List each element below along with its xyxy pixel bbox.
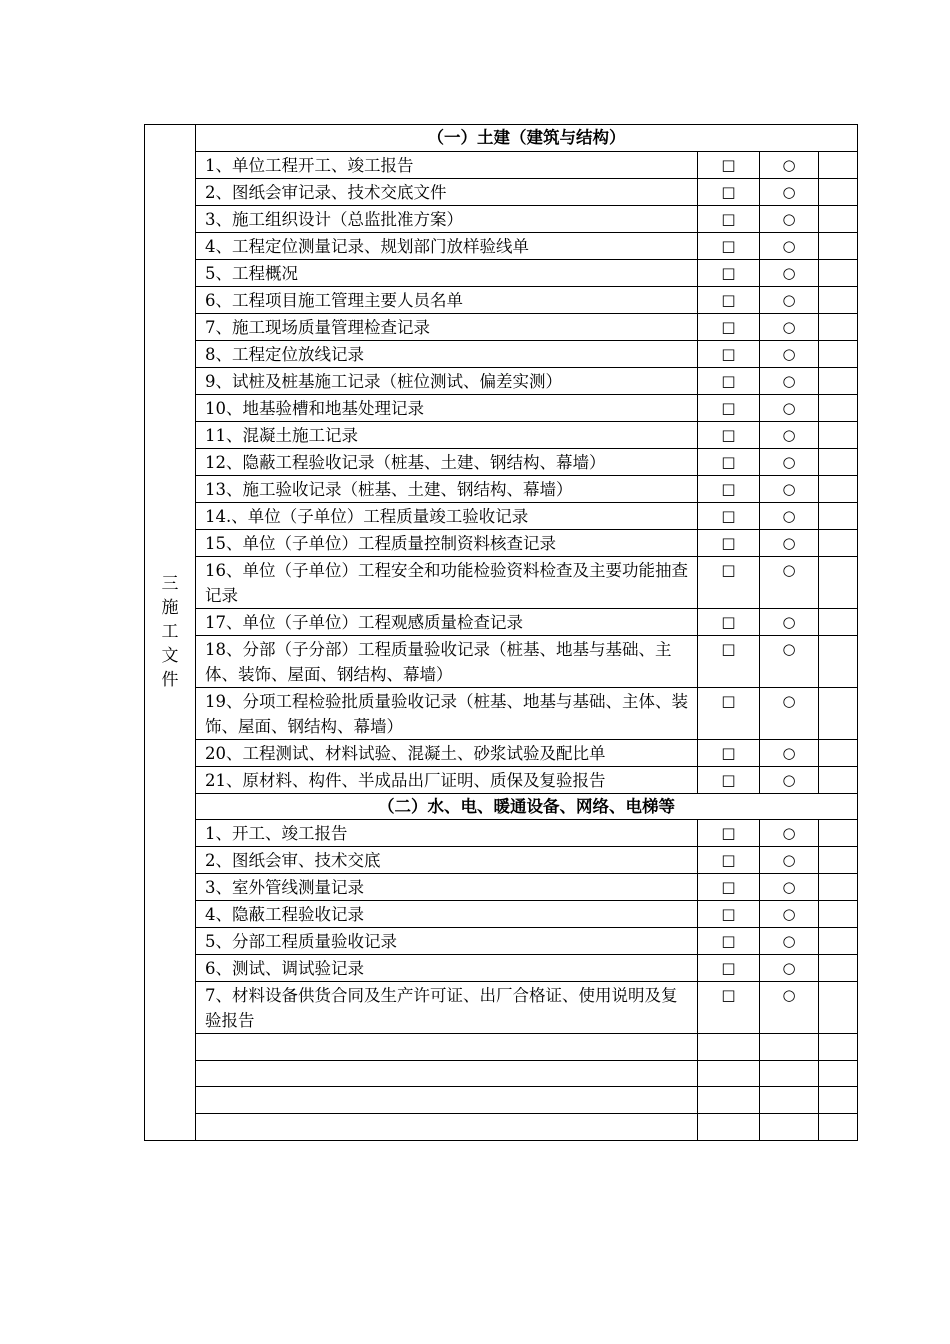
item-text: 21、原材料、构件、半成品出厂证明、质保及复验报告 [196, 766, 698, 793]
item-text: 3、室外管线测量记录 [196, 874, 698, 901]
checkbox-mark[interactable]: □ [698, 448, 760, 475]
empty-cell [819, 286, 858, 313]
checklist-row [145, 313, 858, 340]
circle-mark[interactable]: ○ [760, 286, 819, 313]
section-title: （一）土建（建筑与结构） [196, 125, 858, 152]
checkbox-mark[interactable]: □ [698, 340, 760, 367]
item-text: 2、图纸会审记录、技术交底文件 [196, 178, 698, 205]
checkbox-mark[interactable]: □ [698, 394, 760, 421]
circle-mark[interactable]: ○ [760, 687, 819, 739]
item-text: 14.、单位（子单位）工程质量竣工验收记录 [196, 502, 698, 529]
circle-mark[interactable]: ○ [760, 394, 819, 421]
item-text: 1、单位工程开工、竣工报告 [196, 151, 698, 178]
item-text [196, 1113, 698, 1140]
item-text: 7、材料设备供货合同及生产许可证、出厂合格证、使用说明及复验报告 [196, 982, 698, 1034]
checkbox-mark[interactable]: □ [698, 847, 760, 874]
empty-cell [819, 475, 858, 502]
checklist-row [145, 766, 858, 793]
empty-cell [819, 608, 858, 635]
circle-mark[interactable]: ○ [760, 421, 819, 448]
empty-cell [819, 313, 858, 340]
circle-mark[interactable]: ○ [760, 502, 819, 529]
item-text: 4、工程定位测量记录、规划部门放样验线单 [196, 232, 698, 259]
empty-cell [819, 687, 858, 739]
checklist-row [145, 448, 858, 475]
circle-mark[interactable]: ○ [760, 928, 819, 955]
empty-cell [819, 739, 858, 766]
checklist-row [145, 367, 858, 394]
empty-cell [819, 928, 858, 955]
checkbox-mark[interactable] [698, 1087, 760, 1114]
circle-mark[interactable]: ○ [760, 739, 819, 766]
blank-row [145, 1087, 858, 1114]
circle-mark[interactable]: ○ [760, 151, 819, 178]
blank-row [145, 1034, 858, 1061]
item-text: 12、隐蔽工程验收记录（桩基、土建、钢结构、幕墙） [196, 448, 698, 475]
checklist-row [145, 928, 858, 955]
empty-cell [819, 556, 858, 608]
empty-cell [819, 259, 858, 286]
item-text: 15、单位（子单位）工程质量控制资料核查记录 [196, 529, 698, 556]
item-text: 10、地基验槽和地基处理记录 [196, 394, 698, 421]
checklist-row [145, 820, 858, 847]
empty-cell [819, 367, 858, 394]
empty-cell [819, 1034, 858, 1061]
circle-mark[interactable]: ○ [760, 205, 819, 232]
item-text: 7、施工现场质量管理检查记录 [196, 313, 698, 340]
checkbox-mark[interactable]: □ [698, 529, 760, 556]
empty-cell [819, 820, 858, 847]
blank-row [145, 1113, 858, 1140]
checkbox-mark[interactable]: □ [698, 205, 760, 232]
circle-mark[interactable]: ○ [760, 982, 819, 1034]
checklist-row [145, 178, 858, 205]
empty-cell [819, 421, 858, 448]
item-text: 2、图纸会审、技术交底 [196, 847, 698, 874]
checklist-row [145, 529, 858, 556]
circle-mark[interactable]: ○ [760, 178, 819, 205]
item-text: 13、施工验收记录（桩基、土建、钢结构、幕墙） [196, 475, 698, 502]
checklist-row [145, 874, 858, 901]
checkbox-mark[interactable]: □ [698, 259, 760, 286]
item-text: 17、单位（子单位）工程观感质量检查记录 [196, 608, 698, 635]
circle-mark[interactable]: ○ [760, 259, 819, 286]
empty-cell [819, 151, 858, 178]
item-text: 4、隐蔽工程验收记录 [196, 901, 698, 928]
checkbox-mark[interactable]: □ [698, 635, 760, 687]
checkbox-mark[interactable] [698, 1034, 760, 1061]
checklist-row [145, 635, 858, 687]
item-text: 19、分项工程检验批质量验收记录（桩基、地基与基础、主体、装饰、屋面、钢结构、幕墙） [196, 687, 698, 739]
checklist-row [145, 901, 858, 928]
circle-mark[interactable]: ○ [760, 901, 819, 928]
checkbox-mark[interactable] [698, 1060, 760, 1087]
circle-mark[interactable]: ○ [760, 635, 819, 687]
checkbox-mark[interactable]: □ [698, 556, 760, 608]
circle-mark[interactable]: ○ [760, 766, 819, 793]
circle-mark[interactable]: ○ [760, 448, 819, 475]
checklist-row [145, 847, 858, 874]
checklist-row [145, 982, 858, 1034]
item-text: 18、分部（子分部）工程质量验收记录（桩基、地基与基础、主体、装饰、屋面、钢结构、幕墙） [196, 635, 698, 687]
checklist-row [145, 955, 858, 982]
circle-mark[interactable]: ○ [760, 874, 819, 901]
checklist-row [145, 232, 858, 259]
item-text: 20、工程测试、材料试验、混凝土、砂浆试验及配比单 [196, 739, 698, 766]
checklist-row [145, 739, 858, 766]
item-text: 5、分部工程质量验收记录 [196, 928, 698, 955]
table-body [145, 125, 858, 1141]
empty-cell [819, 901, 858, 928]
item-text: 5、工程概况 [196, 259, 698, 286]
checklist-row [145, 556, 858, 608]
checkbox-mark[interactable]: □ [698, 286, 760, 313]
checkbox-mark[interactable]: □ [698, 982, 760, 1034]
checkbox-mark[interactable]: □ [698, 608, 760, 635]
item-text: 3、施工组织设计（总监批准方案） [196, 205, 698, 232]
checkbox-mark[interactable]: □ [698, 687, 760, 739]
checkbox-mark[interactable] [698, 1113, 760, 1140]
blank-row [145, 1060, 858, 1087]
side-category-cell [145, 125, 196, 1141]
circle-mark[interactable]: ○ [760, 232, 819, 259]
checklist-row [145, 475, 858, 502]
empty-cell [819, 178, 858, 205]
checkbox-mark[interactable]: □ [698, 475, 760, 502]
checkbox-mark[interactable]: □ [698, 313, 760, 340]
empty-cell [819, 847, 858, 874]
checklist-row [145, 394, 858, 421]
empty-cell [819, 529, 858, 556]
checkbox-mark[interactable]: □ [698, 421, 760, 448]
item-text: 1、开工、竣工报告 [196, 820, 698, 847]
document-checklist-table [144, 124, 858, 1141]
empty-cell [819, 955, 858, 982]
checklist-row [145, 687, 858, 739]
circle-mark[interactable]: ○ [760, 556, 819, 608]
item-text [196, 1087, 698, 1114]
checkbox-mark[interactable]: □ [698, 502, 760, 529]
empty-cell [819, 982, 858, 1034]
checklist-row [145, 608, 858, 635]
circle-mark[interactable]: ○ [760, 475, 819, 502]
section-header-row [145, 125, 858, 152]
checkbox-mark[interactable]: □ [698, 367, 760, 394]
item-text [196, 1060, 698, 1087]
item-text: 6、工程项目施工管理主要人员名单 [196, 286, 698, 313]
item-text: 11、混凝土施工记录 [196, 421, 698, 448]
circle-mark[interactable] [760, 1060, 819, 1087]
circle-mark[interactable]: ○ [760, 955, 819, 982]
checklist-row [145, 502, 858, 529]
checkbox-mark[interactable]: □ [698, 766, 760, 793]
item-text: 16、单位（子单位）工程安全和功能检验资料检查及主要功能抽查记录 [196, 556, 698, 608]
empty-cell [819, 635, 858, 687]
empty-cell [819, 1087, 858, 1114]
circle-mark[interactable]: ○ [760, 820, 819, 847]
item-text: 9、试桩及桩基施工记录（桩位测试、偏差实测） [196, 367, 698, 394]
circle-mark[interactable] [760, 1034, 819, 1061]
section-header-row [145, 793, 858, 820]
circle-mark[interactable]: ○ [760, 529, 819, 556]
checklist-row [145, 286, 858, 313]
checklist-row [145, 421, 858, 448]
empty-cell [819, 1060, 858, 1087]
circle-mark[interactable] [760, 1087, 819, 1114]
empty-cell [819, 766, 858, 793]
empty-cell [819, 394, 858, 421]
checkbox-mark[interactable]: □ [698, 232, 760, 259]
checkbox-mark[interactable]: □ [698, 955, 760, 982]
empty-cell [819, 502, 858, 529]
circle-mark[interactable]: ○ [760, 608, 819, 635]
empty-cell [819, 1113, 858, 1140]
empty-cell [819, 874, 858, 901]
circle-mark[interactable]: ○ [760, 847, 819, 874]
empty-cell [819, 205, 858, 232]
checkbox-mark[interactable]: □ [698, 874, 760, 901]
checkbox-mark[interactable]: □ [698, 151, 760, 178]
circle-mark[interactable]: ○ [760, 340, 819, 367]
checkbox-mark[interactable]: □ [698, 178, 760, 205]
empty-cell [819, 448, 858, 475]
item-text [196, 1034, 698, 1061]
checklist-row [145, 205, 858, 232]
checklist-row [145, 340, 858, 367]
empty-cell [819, 232, 858, 259]
section-title: （二）水、电、暖通设备、网络、电梯等 [196, 793, 858, 820]
checkbox-mark[interactable]: □ [698, 820, 760, 847]
circle-mark[interactable]: ○ [760, 313, 819, 340]
circle-mark[interactable] [760, 1113, 819, 1140]
item-text: 8、工程定位放线记录 [196, 340, 698, 367]
item-text: 6、测试、调试验记录 [196, 955, 698, 982]
checklist-row [145, 151, 858, 178]
checklist-row [145, 259, 858, 286]
checkbox-mark[interactable]: □ [698, 928, 760, 955]
checkbox-mark[interactable]: □ [698, 739, 760, 766]
side-category-label: 三施工文件 [161, 574, 179, 691]
checkbox-mark[interactable]: □ [698, 901, 760, 928]
circle-mark[interactable]: ○ [760, 367, 819, 394]
empty-cell [819, 340, 858, 367]
